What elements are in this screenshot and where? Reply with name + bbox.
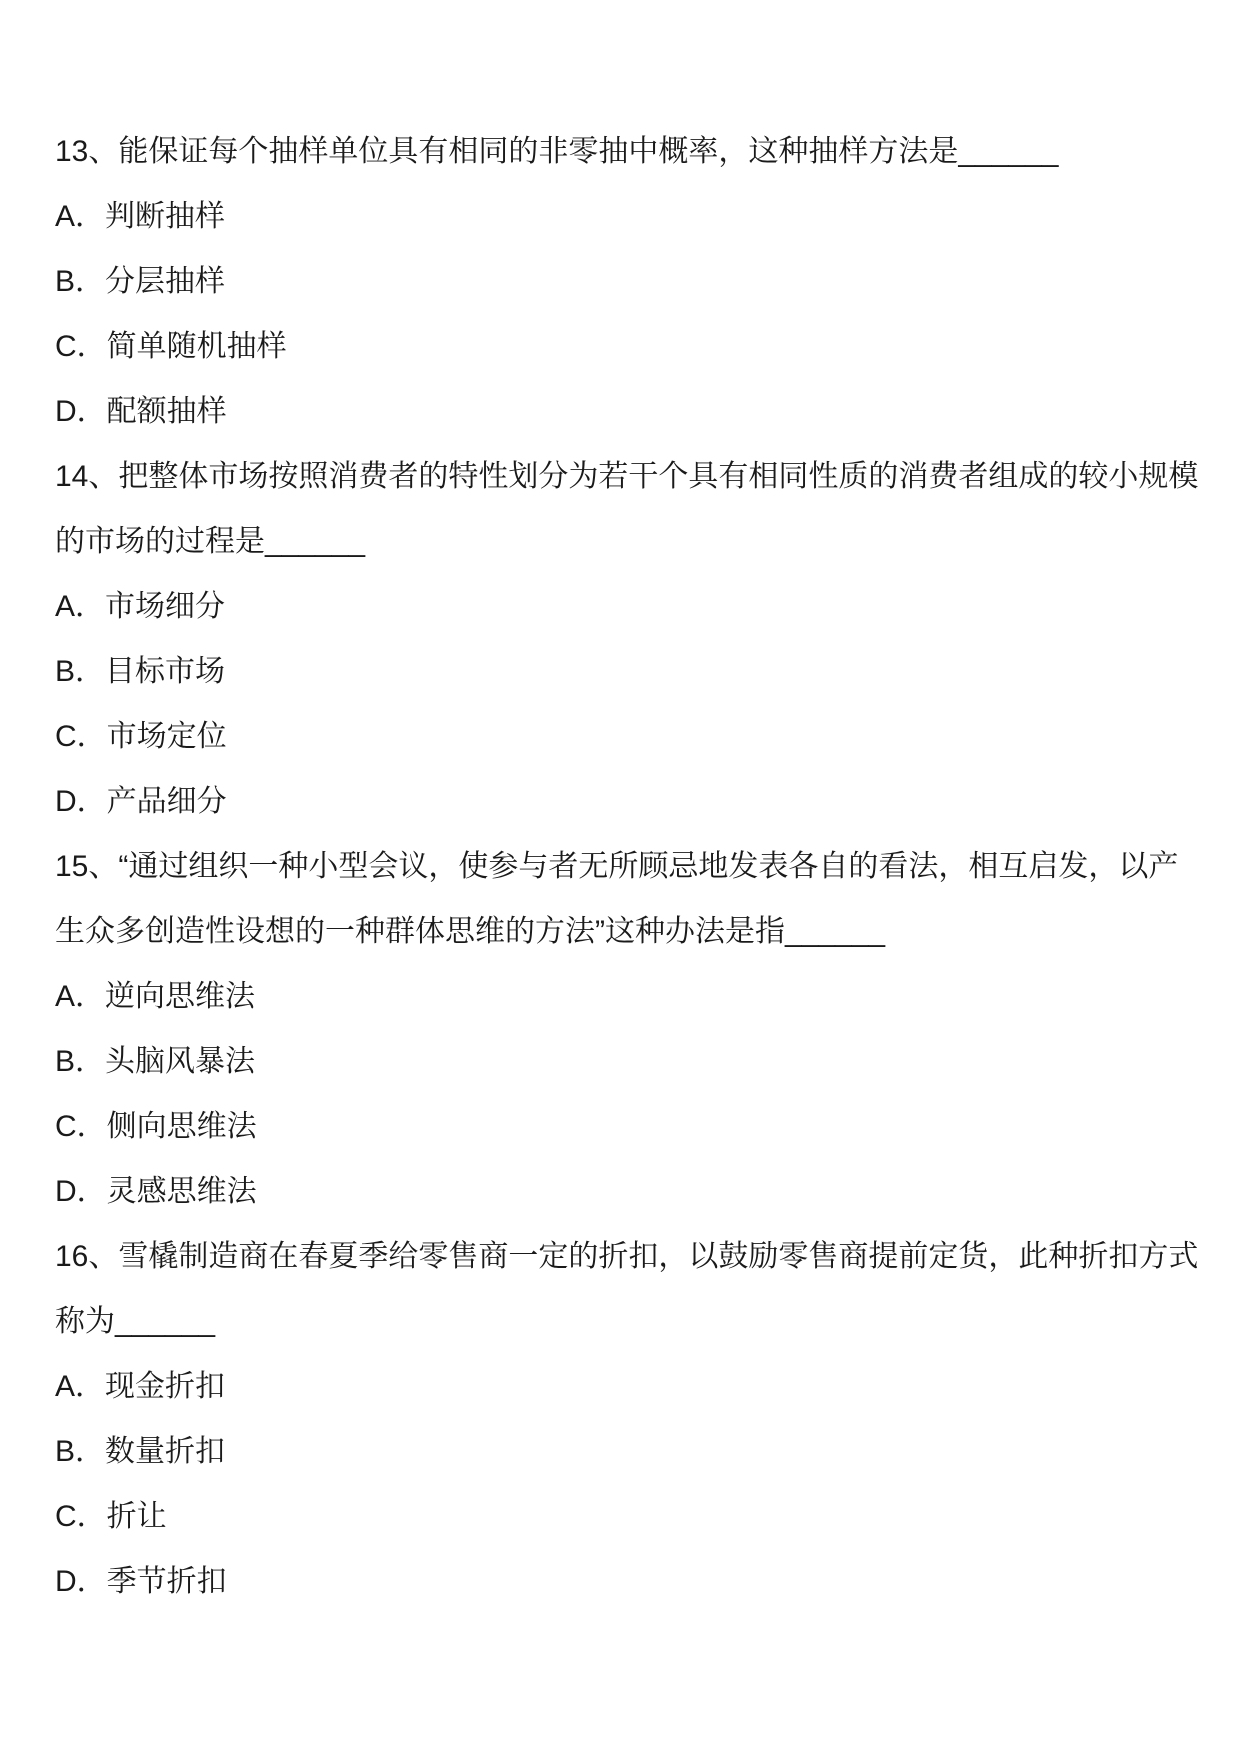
question-14-block [55, 444, 1200, 834]
question-13-option-d: D．配额抽样 [55, 395, 227, 428]
question-16-option-a: A．现金折扣 [55, 1370, 226, 1403]
question-13-option-b: B．分层抽样 [55, 265, 226, 298]
question-15-option-d: D．灵感思维法 [55, 1175, 257, 1208]
question-15-block [55, 834, 1200, 1224]
question-16-option-c: C．折让 [55, 1500, 167, 1533]
question-13-option-a: A．判断抽样 [55, 200, 226, 233]
question-14-option-a: A．市场细分 [55, 590, 226, 623]
question-13-option-c: C．简单随机抽样 [55, 330, 287, 363]
question-15-option-b: B．头脑风暴法 [55, 1045, 256, 1078]
question-14-option-b: B．目标市场 [55, 655, 226, 688]
question-16-block [55, 1224, 1200, 1614]
question-16-text-line-1: 16、雪橇制造商在春夏季给零售商一定的折扣，以鼓励零售商提前定货，此种折扣方式 [55, 1240, 1199, 1273]
question-16-text-line-2: 称为______ [55, 1305, 216, 1338]
question-16-option-d: D．季节折扣 [55, 1565, 227, 1598]
question-14-option-d: D．产品细分 [55, 785, 227, 818]
question-14-text-line-2: 的市场的过程是______ [55, 525, 366, 558]
question-14-text-line-1: 14、把整体市场按照消费者的特性划分为若干个具有相同性质的消费者组成的较小规模 [55, 460, 1199, 493]
question-16-option-b: B．数量折扣 [55, 1435, 226, 1468]
question-13-block [55, 119, 1200, 444]
question-15-option-c: C．侧向思维法 [55, 1110, 257, 1143]
question-15-text-line-1: 15、“通过组织一种小型会议，使参与者无所顾忌地发表各自的看法，相互启发，以产 [55, 850, 1179, 883]
question-13-text: 13、能保证每个抽样单位具有相同的非零抽中概率，这种抽样方法是______ [55, 135, 1059, 168]
question-15-option-a: A．逆向思维法 [55, 980, 256, 1013]
question-14-option-c: C．市场定位 [55, 720, 227, 753]
question-15-text-line-2: 生众多创造性设想的一种群体思维的方法”这种办法是指______ [55, 915, 886, 948]
